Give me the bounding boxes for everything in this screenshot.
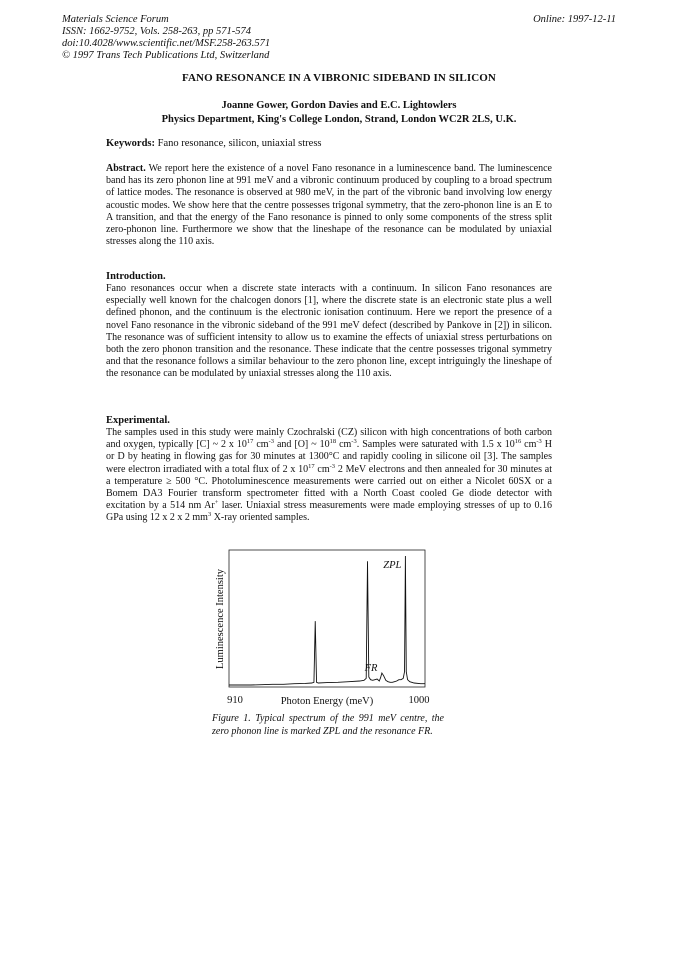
keywords-label: Keywords: xyxy=(106,138,155,149)
copyright-line: © 1997 Trans Tech Publications Ltd, Switzerland xyxy=(62,50,270,61)
introduction-paragraph: Fano resonances occur when a discrete state interacts with a continuum. In silicon Fano resonances are especially well known for the chalcogen donors [1], where the discrete state is an electronic state plus a well defined phonon, and the continuum is the electronic ionisation continuum. Here we report the presence of a novel Fano resonance in the vibronic sideband of the 991 meV defect (described by Pankove in [2]) in silicon. The resonance was of sufficient intensity to allow us to examine the effects of uniaxial stress perturbations on both the zero phonon transition and the resonance. These indicate that the centre possesses trigonal symmetry and that the resonance follows a similar behaviour to the zero phonon line, except intriguingly the lineshape of the resonance can be modulated by uniaxial stresses along the 110 axis. xyxy=(106,283,552,380)
doi-line[interactable]: doi:10.4028/www.scientific.net/MSF.258-263.571 xyxy=(62,38,271,49)
introduction-heading: Introduction. xyxy=(106,271,166,282)
spectrum-chart xyxy=(205,548,445,718)
journal-header xyxy=(62,14,270,62)
annotation-zpl: ZPL xyxy=(383,560,402,571)
abstract-label: Abstract. xyxy=(106,163,146,174)
keywords xyxy=(106,138,322,149)
y-axis-label: Luminescence Intensity xyxy=(215,568,226,670)
paper-title: FANO RESONANCE IN A VIBRONIC SIDEBAND IN SILICON xyxy=(182,72,496,84)
annotation-fr: FR xyxy=(364,663,378,674)
x-axis-label: Photon Energy (meV) xyxy=(280,696,374,707)
experimental-paragraph: The samples used in this study were mainly Czochralski (CZ) silicon with high concentrations of both carbon and oxygen, typically [C] ~ 2 x $10^{17}$ $cm^{-3}$ and [O] ~ $10^{18}$ $cm^{-3}$. Samples were saturated with 1.5 x $10^{16}$ $cm^{-3}$ H or D by heating in flowing gas for 30 minutes at 1300°C and rapidly cooling in silicone oil [3]. The samples were electron irradiated with a total flux of 2 x $10^{17}$ $cm^{-3}$ 2 MeV electrons and then annealed for 30 minutes at a temperature ≥ 500 °C. Photoluminescence measurements were carried out on either a Nicolet 60SX or a Bomem DA3 Fourier transform spectrometer fitted with a North Coast cooled Ge diode detector with excitation by a 514 nm Ar+ laser. Uniaxial stress measurements were made employing stresses of up to 0.16 GPa using 12 x 2 x 2 $mm^3$ X-ray oriented samples. xyxy=(106,427,552,524)
affiliation: Physics Department, King's College London, Strand, London WC2R 2LS, U.K. xyxy=(161,114,517,125)
figure-caption: Figure 1. Typical spectrum of the 991 meV centre, the zero phonon line is marked ZPL and the resonance FR. xyxy=(212,713,444,737)
abstract-paragraph xyxy=(106,163,552,248)
keywords-text: Fano resonance, silicon, uniaxial stress xyxy=(157,138,322,149)
author-names: Joanne Gower, Gordon Davies and E.C. Lightowlers xyxy=(221,100,457,111)
journal-name: Materials Science Forum xyxy=(62,14,169,25)
figure-1 xyxy=(205,548,445,718)
x-tick-label: 910 xyxy=(227,695,243,706)
experimental-heading: Experimental. xyxy=(106,415,170,426)
spectrum-line xyxy=(229,556,425,685)
online-date: Online: 1997-12-11 xyxy=(533,14,616,25)
issn-line: ISSN: 1662-9752, Vols. 258-263, pp 571-574 xyxy=(62,26,251,37)
author-block xyxy=(0,99,678,127)
x-tick-label: 1000 xyxy=(408,695,430,706)
abstract-text: We report here the existence of a novel Fano resonance in a luminescence band. The luminescence band has its zero phonon line at 991 meV and a vibronic continuum produced by coupling to a broad spectrum of lattice modes. The resonance is observed at 980 meV, in the part of the vibronic band involving low energy acoustic modes. We show here that the centre possesses trigonal symmetry, that the zero-phonon line is an E to A transition, and that the energy of the Fano resonance is pinned to only some components of the stress split zero-phonon line. Furthermore we show that the lineshape of the resonance can be modulated by uniaxial stresses along the 110 axis. xyxy=(106,163,552,248)
